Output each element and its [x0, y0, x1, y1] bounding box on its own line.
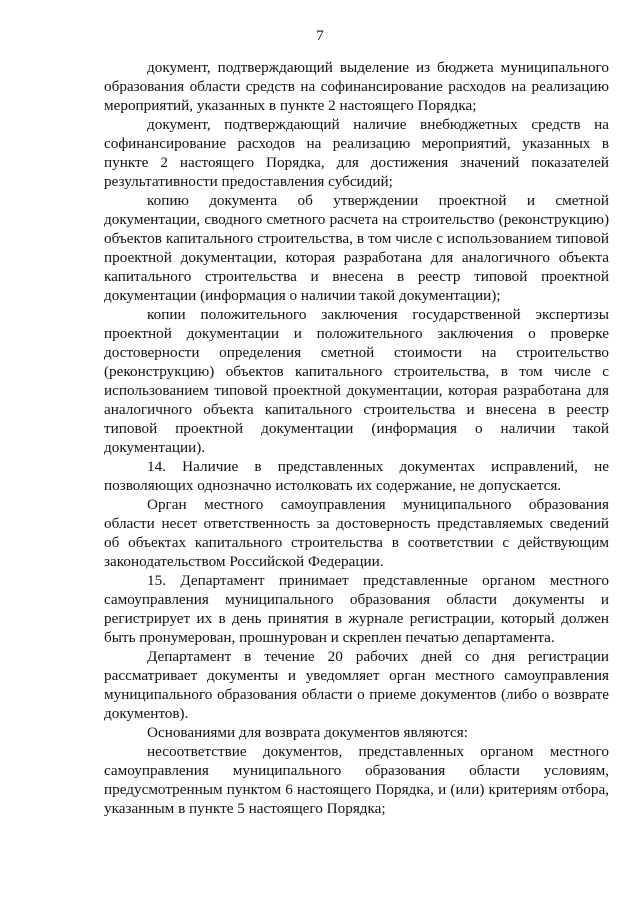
- paragraph-review-period: Департамент в течение 20 рабочих дней со дня регистрации рассматривает документы и уведомляет орган местного самоуправления муниципального образования области о приеме документов (либо о возврате документов).: [104, 648, 609, 722]
- paragraph-item-14: 14. Наличие в представленных документах исправлений, не позволяющих однозначно истолковать их содержание, не допускается.: [104, 458, 609, 494]
- paragraph-extrabudgetary-document: документ, подтверждающий наличие внебюджетных средств на софинансирование расходов на реализацию мероприятий, указанных в пункте 2 настоящего Порядка, для достижения значений показателей результативности предоставления субсидий;: [104, 116, 609, 190]
- paragraph-nonconformity: несоответствие документов, представленных органом местного самоуправления муниципального образования области условиям, предусмотренным пунктом 6 настоящего Порядка, и (или) критериям отбора, указанным в пункте 5 настоящего Порядка;: [104, 743, 609, 817]
- paragraph-project-approval-copy: копию документа об утверждении проектной и сметной документации, сводного сметного расчета на строительство (реконструкцию) объектов капитального строительства, в том числе с использованием типовой проектной документации, которая разработана для аналогичного объекта капитального строительства и внесена в реестр типовой проектной документации (информация о наличии такой документации);: [104, 192, 609, 304]
- paragraph-budget-document: документ, подтверждающий выделение из бюджета муниципального образования области средств на софинансирование расходов на реализацию мероприятий, указанных в пункте 2 настоящего Порядка;: [104, 59, 609, 114]
- document-body: [104, 58, 609, 818]
- paragraph-responsibility: Орган местного самоуправления муниципального образования области несет ответственность за достоверность представляемых сведений об объектах капитального строительства в соответствии с действующим законодательством Российской Федерации.: [104, 496, 609, 570]
- page-number: 7: [316, 28, 324, 44]
- paragraph-item-15: 15. Департамент принимает представленные органом местного самоуправления муниципального образования области документы и регистрирует их в день принятия в журнале регистрации, который должен быть пронумерован, прошнурован и скреплен печатью департамента.: [104, 572, 609, 646]
- paragraph-expertise-conclusion-copies: копии положительного заключения государственной экспертизы проектной документации и положительного заключения о проверке достоверности определения сметной стоимости на строительство (реконструкцию) объектов капитального строительства, в том числе с использованием типовой проектной документации, которая разработана для аналогичного объекта капитального строительства и внесена в реестр типовой проектной документации (информация о наличии такой документации).: [104, 306, 609, 456]
- paragraph-return-grounds-heading: Основаниями для возврата документов являются:: [147, 724, 468, 741]
